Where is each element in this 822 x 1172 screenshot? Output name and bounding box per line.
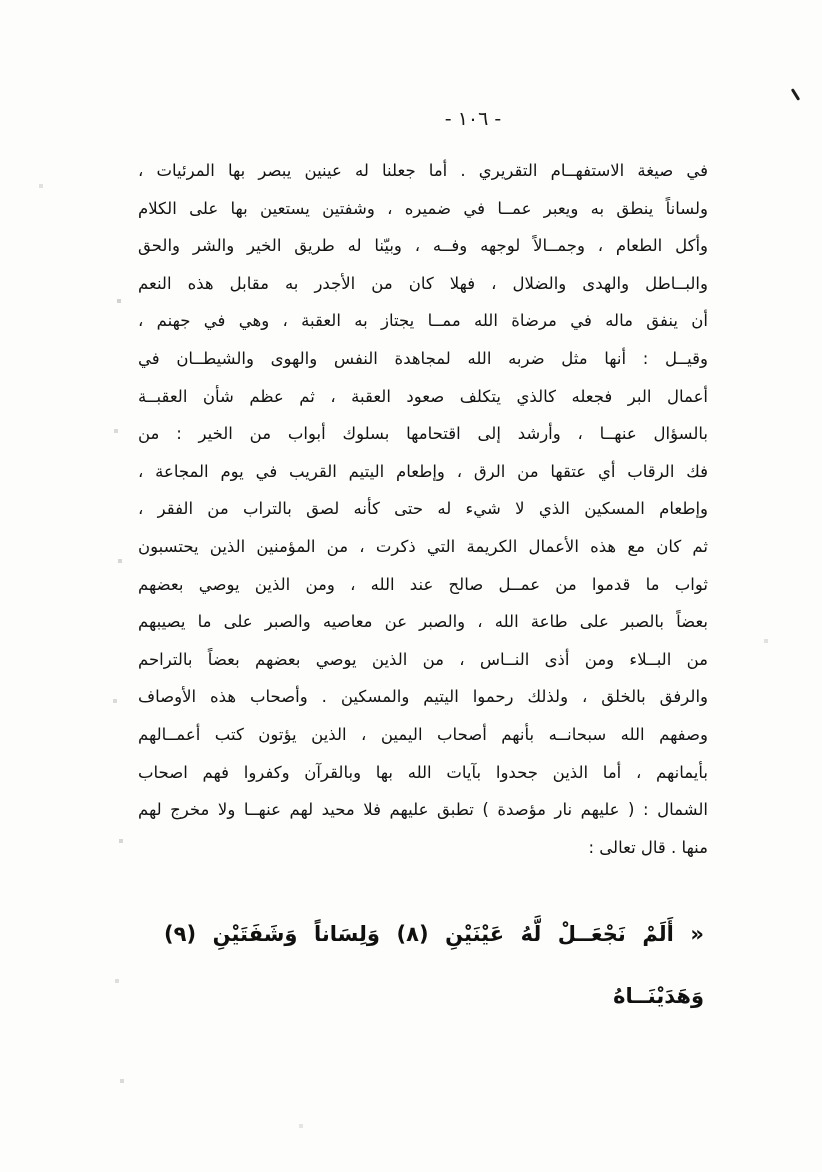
body-line: ولساناً ينطق به ويعبر عمــا في ضميره ، وشفتين يستعين بها على الكلام bbox=[138, 198, 708, 218]
body-line: بعضاً بالصبر على طاعة الله ، والصبر عن معاصيه والصبر على ما يصيبهم bbox=[138, 612, 708, 632]
body-line: والبــاطل والهدى والضلال ، فهلا كان من الأجدر به مقابل هذه النعم bbox=[138, 273, 708, 293]
body-line: وإطعام المسكين الذي لا شيء له حتى كأنه لصق بالتراب من الفقر ، bbox=[138, 499, 708, 519]
body-line: منها . قال تعالى : bbox=[588, 837, 708, 857]
scan-speckles bbox=[0, 0, 2, 2]
body-line: وصفهم الله سبحانــه بأنهم أصحاب اليمين ، الذين يؤتون كتب أعمــالهم bbox=[138, 724, 708, 744]
body-line: ثم كان مع هذه الأعمال الكريمة التي ذكرت ، من المؤمنين الذين يحتسبون bbox=[138, 536, 708, 556]
body-line: والرفق بالخلق ، ولذلك رحموا اليتيم والمسكين . وأصحاب هذه الأوصاف bbox=[138, 687, 708, 707]
body-line: أن ينفق ماله في مرضاة الله ممــا يجتاز به العقبة ، وهي في جهنم ، bbox=[138, 311, 708, 331]
stray-ink-mark bbox=[791, 88, 800, 101]
body-line: بأيمانهم ، أما الذين جحدوا بآيات الله بها وبالقرآن وكفروا فهم اصحاب bbox=[138, 762, 708, 782]
body-line: الشمال : ( عليهم نار مؤصدة ) تطبق عليهم فلا محيد لهم عنهــا ولا مخرج لهم bbox=[138, 800, 708, 820]
body-text bbox=[138, 152, 708, 866]
body-line: من البــلاء ومن أذى النــاس ، من الذين يوصي بعضهم بعضاً بالتراحم bbox=[138, 649, 708, 669]
quran-verse: « أَلَمْ نَجْعَــلْ لَّهُ عَيْنَيْنِ (٨) وَلِسَاناً وَشَفَتَيْنِ (٩) وَهَدَيْنَــاهُ bbox=[164, 922, 704, 1008]
body-line: وقيــل : أنها مثل ضربه الله لمجاهدة النفس والهوى والشيطــان في bbox=[138, 348, 708, 368]
body-line: ثواب ما قدموا من عمــل صالح عند الله ، ومن الذين يوصي بعضهم bbox=[138, 574, 708, 594]
page-number: - ١٠٦ - bbox=[444, 108, 502, 130]
body-line: أعمال البر فجعله كالذي يتكلف صعود العقبة ، ثم عظم شأن العقبــة bbox=[138, 386, 708, 406]
body-line: فك الرقاب أي عتقها من الرق ، وإطعام اليتيم القريب في يوم المجاعة ، bbox=[138, 461, 708, 481]
body-line: وأكل الطعام ، وجمــالاً لوجهه وفــه ، وبيّنا له طريق الخير والشر والحق bbox=[138, 236, 708, 256]
body-line: بالسؤال عنهــا ، وأرشد إلى اقتحامها بسلوك أبواب من الخير : من bbox=[138, 424, 708, 444]
body-line: في صيغة الاستفهــام التقريري . أما جعلنا له عينين يبصر بها المرئيات ، bbox=[138, 161, 708, 180]
